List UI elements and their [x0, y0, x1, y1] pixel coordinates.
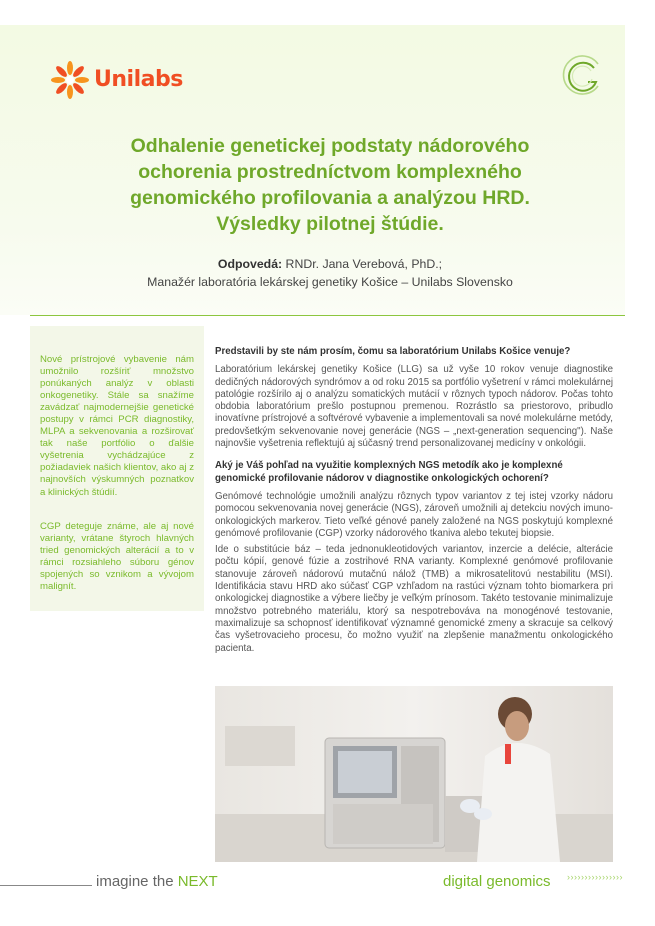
- question-heading: Aký je Váš pohľad na využitie komplexných NGS metodík ako je komplexné genomické profilovanie nádorov v diagnostike onkologických ochorení?: [215, 460, 563, 484]
- respondent-role: Manažér laboratória lekárskej genetiky Košice – Unilabs Slovensko: [147, 275, 513, 289]
- title-line: Výsledky pilotnej štúdie.: [216, 213, 444, 235]
- footer-tagline-prefix: imagine the: [96, 873, 178, 890]
- footer-rule: [0, 885, 92, 886]
- footer-digital-genomics: digital genomics: [443, 873, 551, 890]
- answer-paragraph: Ide o substitúcie báz – teda jednonukleotidových variantov, inzercie a delécie, alterácie počtu kópií, genové fúzie a zostrihové RNA varianty. Komplexné genómové profilovanie stanovuje zároveň nádorovú mutačnú nálož (TMB) a mikrosatelitovú nestabilitu (MSI). Identifikácia stavu HRD ako súčasť CGP vzhľadom na rastúci význam tohto biomarkera pri onkologickej diagnostike a výbere liečby je veľkým prínosom. Takéto testovanie minimalizuje množstvo potrebného materiálu, ktorý sa nespotrebováva na monogénové testovanie, maximalizuje sa schopnosť identifikovať významné genomické zmeny a skracuje sa celkový čas vyšetrovacieho procesu, čo možno využiť na zlepšenie manažmentu onkologického pacienta.: [215, 544, 613, 654]
- title-line: Odhalenie genetickej podstaty nádorového: [130, 135, 530, 157]
- title-line: genomického profilovania a analýzou HRD.: [130, 187, 530, 209]
- unilabs-flower-icon: [50, 60, 90, 100]
- sidebar-paragraph: Nové prístrojové vybavenie nám umožnilo rozšíriť množstvo ponúkaných analýz v oblasti onkogenetiky. Stále sa snažíme zavádzať najmodernejšie genetické postupy v rámci PCR diagnostiky, MLPA a sekvenovania a rozširovať tak naše portfólio o ďalšie vyšetrenia vychádzajúce z požiadaviek našich klientov, ako aj z najnovších výskumných poznatkov a klinických štúdií.: [40, 354, 194, 498]
- sidebar-paragraph: CGP deteguje známe, ale aj nové varianty, vrátane štyroch hlavných tried genomických alterácií a to v rámci rozsiahleho súboru génov spojených so vznikom a vývojom malignít.: [40, 521, 194, 593]
- respondent-name: RNDr. Jana Verebová, PhD.;: [282, 257, 443, 271]
- footer-chevrons: ››››››››››››››››: [567, 872, 623, 882]
- title-line: ochorenia prostredníctvom komplexného: [138, 161, 522, 183]
- question-heading: Predstavili by ste nám prosím, čomu sa laboratórium Unilabs Košice venuje?: [215, 346, 571, 357]
- footer-tagline-accent: NEXT: [177, 873, 218, 890]
- article-title: [60, 133, 600, 237]
- hero-divider: [30, 315, 625, 316]
- article-body: [215, 346, 613, 665]
- answer-paragraph: Genómové technológie umožnili analýzu rôznych typov variantov z tej istej vzorky nádoru pomocou sekvenovania novej generácie (NGS), zároveň umožnili aj detekciu nových imuno-onkologických markerov. Tieto veľké génové panely založené na NGS poskytujú komplexné genómové profilovanie (CGP) vzorky nádorového tkaniva alebo tekutej biopsie.: [215, 490, 613, 539]
- logo-text: Unilabs: [94, 67, 183, 92]
- footer-tagline: [96, 873, 218, 890]
- lab-photo: [215, 686, 613, 862]
- answer-paragraph: Laboratórium lekárskej genetiky Košice (LLG) sa už vyše 10 rokov venuje diagnostike dedičných nádorových syndrómov a od roku 2015 sa portfólio vyšetrení v rámci molekulárnej patológie rozšírilo aj o analýzu somatických mutácií v rôznych typoch nádorov. Počas tohto obdobia laboratórium prešlo postupnou premenou. Rozrástlo sa priestorovo, pribudlo inovatívne prístrojové a softvérové vybavenie a implementovali sa nové molekulárne metódy, predovšetkým sekvenovanie novej generácie (NGS – „next-generation sequencing"). Naše najnovšie vyšetrenia reflektujú aj súčasný trend personalizovanej medicíny v onkológii.: [215, 364, 613, 450]
- respondent-block: [60, 255, 600, 291]
- respondent-label: Odpovedá:: [217, 257, 283, 271]
- genomics-g-icon: [558, 52, 604, 98]
